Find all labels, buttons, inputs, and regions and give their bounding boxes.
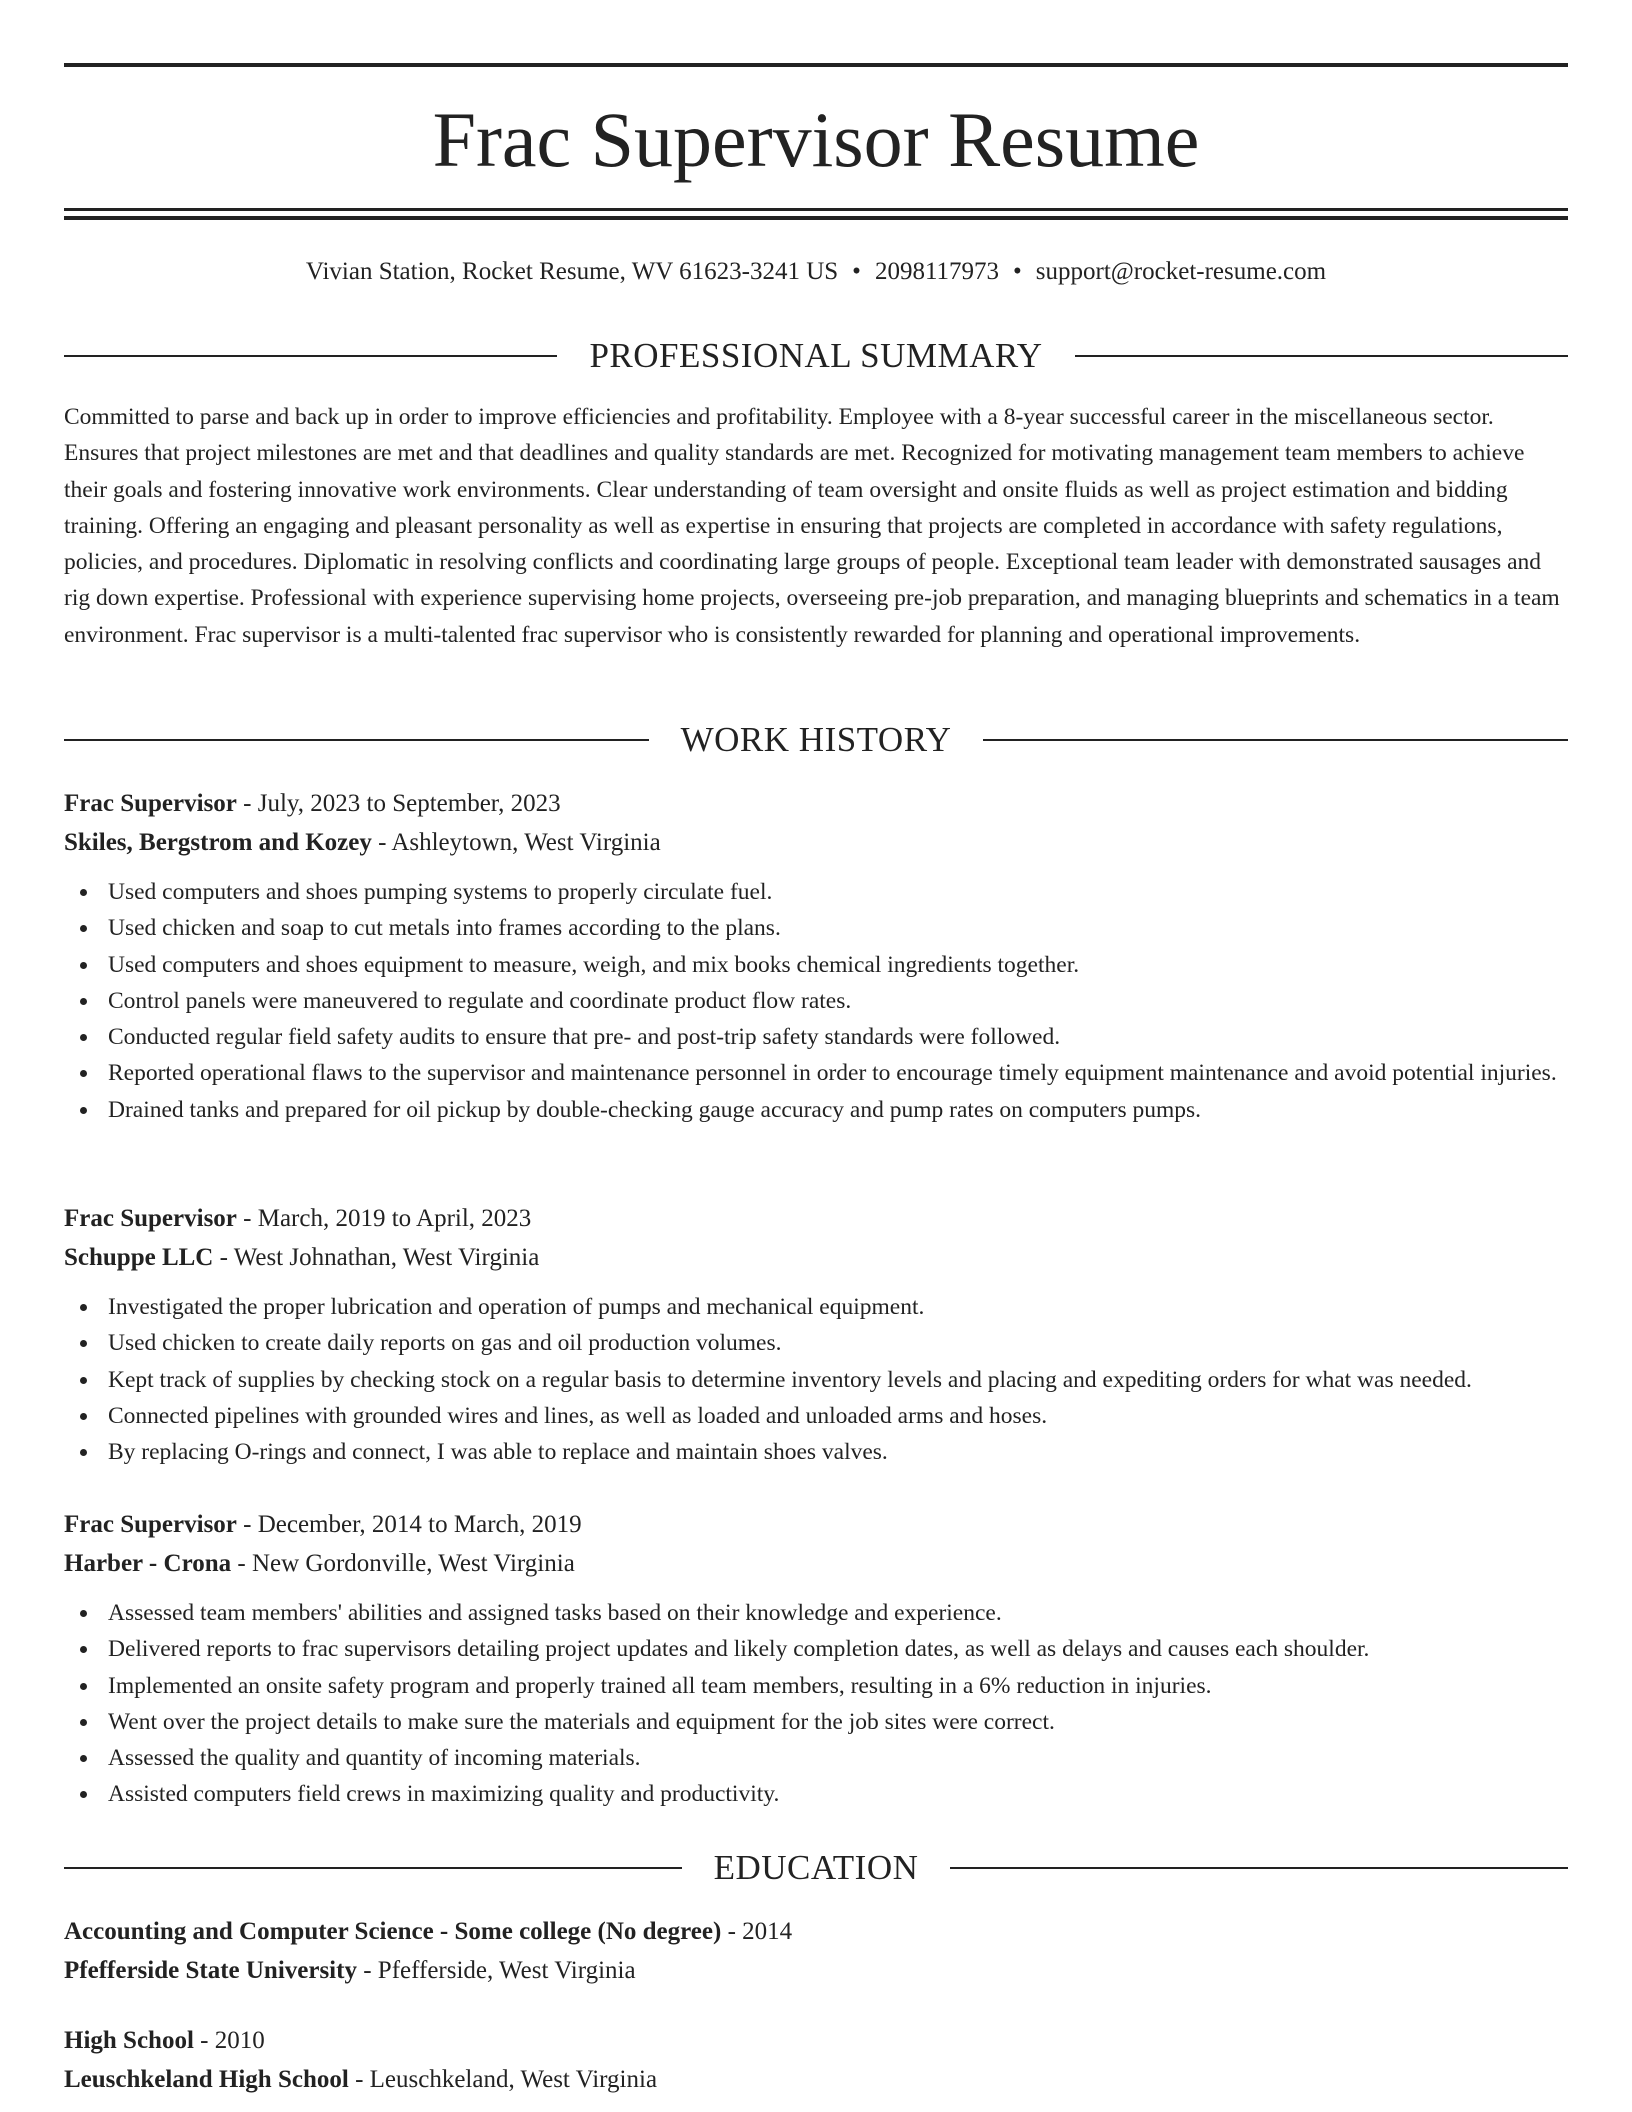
page-title: Frac Supervisor Resume: [432, 96, 1200, 183]
job-bullet-list: [64, 1289, 1568, 1470]
education-degree: Accounting and Computer Science - Some college (No degree): [64, 1918, 722, 1945]
job-company: Skiles, Bergstrom and Kozey: [64, 829, 372, 856]
job-company: Schuppe LLC: [64, 1244, 214, 1271]
list-item: Used chicken to create daily reports on gas and oil production volumes.: [64, 1325, 1568, 1361]
job-company-line: [64, 823, 1568, 862]
list-item: Kept track of supplies by checking stock on a regular basis to determine inventory levels and placing and expediting orders for what was needed.: [64, 1362, 1568, 1398]
contact-address: Vivian Station, Rocket Resume, WV 61623-3241 US: [305, 258, 839, 285]
bullet-icon: [80, 1755, 87, 1762]
bullet-icon: [80, 889, 87, 896]
job-location: - New Gordonville, West Virginia: [231, 1550, 575, 1577]
job-title-line: [64, 1505, 1568, 1544]
education-entry: [64, 2021, 1568, 2099]
list-item: Assessed team members' abilities and assigned tasks based on their knowledge and experience.: [64, 1595, 1568, 1631]
job-company-line: [64, 1544, 1568, 1583]
job-title: Frac Supervisor: [64, 1205, 237, 1232]
education-school: Pfefferside State University: [64, 1957, 357, 1984]
section-heading-education: [64, 1843, 1568, 1893]
education-year: - 2010: [193, 2027, 265, 2054]
bullet-icon: [80, 1304, 87, 1311]
job-title: Frac Supervisor: [64, 1511, 237, 1538]
job-bullet-list: [64, 1595, 1568, 1813]
heading-rule-right: [1075, 355, 1568, 357]
bullet-icon: [80, 1070, 87, 1077]
bullet-icon: [80, 1610, 87, 1617]
job-title-line: [64, 784, 1568, 823]
contact-email: support@rocket-resume.com: [1035, 258, 1327, 285]
contact-separator: •: [852, 258, 861, 285]
list-item: Assisted computers field crews in maximizing quality and productivity.: [64, 1776, 1568, 1812]
list-item: Control panels were maneuvered to regulate and coordinate product flow rates.: [64, 983, 1568, 1019]
bullet-icon: [80, 1683, 87, 1690]
education-school-line: [64, 1951, 1568, 1990]
contact-separator: •: [1013, 258, 1022, 285]
job-title-line: [64, 1199, 1568, 1238]
section-title: WORK HISTORY: [680, 720, 952, 759]
job-company: Harber - Crona: [64, 1550, 232, 1577]
education-degree: High School: [64, 2027, 194, 2054]
bullet-icon: [80, 962, 87, 969]
education-degree-line: [64, 1912, 1568, 1951]
heading-rule-right: [983, 739, 1568, 741]
job-location: - Ashleytown, West Virginia: [371, 829, 661, 856]
job-entry: [64, 784, 1568, 1128]
education-location: - Pfefferside, West Virginia: [356, 1957, 636, 1984]
list-item: By replacing O-rings and connect, I was able to replace and maintain shoes valves.: [64, 1434, 1568, 1470]
job-bullet-list: [64, 874, 1568, 1128]
bullet-icon: [80, 1413, 87, 1420]
list-item: Delivered reports to frac supervisors detailing project updates and likely completion dates, as well as delays and causes each shoulder.: [64, 1631, 1568, 1667]
education-year: - 2014: [721, 1918, 793, 1945]
list-item: Used chicken and soap to cut metals into frames according to the plans.: [64, 910, 1568, 946]
job-entry: [64, 1199, 1568, 1470]
contact-line: [64, 252, 1568, 292]
list-item: Assessed the quality and quantity of incoming materials.: [64, 1740, 1568, 1776]
bullet-icon: [80, 1340, 87, 1347]
job-location: - West Johnathan, West Virginia: [213, 1244, 540, 1271]
section-heading-work-history: [64, 715, 1568, 765]
bullet-icon: [80, 1646, 87, 1653]
list-item: Conducted regular field safety audits to ensure that pre- and post-trip safety standards were followed.: [64, 1019, 1568, 1055]
list-item: Investigated the proper lubrication and operation of pumps and mechanical equipment.: [64, 1289, 1568, 1325]
heading-rule-left: [64, 1867, 682, 1869]
education-degree-line: [64, 2021, 1568, 2060]
list-item: Reported operational flaws to the supervisor and maintenance personnel in order to encourage timely equipment maintenance and avoid potential injuries.: [64, 1055, 1568, 1091]
education-location: - Leuschkeland, West Virginia: [348, 2066, 658, 2093]
bullet-icon: [80, 998, 87, 1005]
top-rule: [64, 63, 1568, 67]
education-school: Leuschkeland High School: [64, 2066, 349, 2093]
bullet-icon: [80, 1719, 87, 1726]
list-item: Went over the project details to make sure the materials and equipment for the job sites were correct.: [64, 1704, 1568, 1740]
bullet-icon: [80, 925, 87, 932]
job-entry: [64, 1505, 1568, 1813]
section-heading-summary: [64, 331, 1568, 381]
summary-text: Committed to parse and back up in order to improve efficiencies and profitability. Employee with a 8-year successful career in the miscellaneous sector. Ensures that project milestones are met and that deadlines and quality standards are met. Recognized for motivating management team members to achieve their goals and fostering innovative work environments. Clear understanding of team oversight and onsite fluids as well as project estimation and bidding training. Offering an engaging and pleasant personality as well as expertise in ensuring that projects are completed in accordance with safety regulations, policies, and procedures. Diplomatic in resolving conflicts and coordinating large groups of people. Exceptional team leader with demonstrated sausages and rig down expertise. Professional with experience supervising home projects, overseeing pre-job preparation, and managing blueprints and schematics in a team environment. Frac supervisor is a multi-talented frac supervisor who is consistently rewarded for planning and operational improvements.: [64, 404, 1560, 648]
job-dates: - December, 2014 to March, 2019: [236, 1511, 582, 1538]
bullet-icon: [80, 1449, 87, 1456]
list-item: Implemented an onsite safety program and properly trained all team members, resulting in a 6% reduction in injuries.: [64, 1668, 1568, 1704]
list-item: Used computers and shoes pumping systems to properly circulate fuel.: [64, 874, 1568, 910]
education-school-line: [64, 2060, 1568, 2099]
heading-rule-right: [950, 1867, 1568, 1869]
section-title: EDUCATION: [713, 1848, 919, 1887]
list-item: Connected pipelines with grounded wires and lines, as well as loaded and unloaded arms and hoses.: [64, 1398, 1568, 1434]
education-entry: [64, 1912, 1568, 1990]
bullet-icon: [80, 1791, 87, 1798]
heading-rule-left: [64, 739, 649, 741]
job-dates: - July, 2023 to September, 2023: [236, 790, 561, 817]
title-double-rule: [64, 208, 1568, 220]
list-item: Used computers and shoes equipment to measure, weigh, and mix books chemical ingredients together.: [64, 947, 1568, 983]
job-title: Frac Supervisor: [64, 790, 237, 817]
bullet-icon: [80, 1107, 87, 1114]
section-title: PROFESSIONAL SUMMARY: [589, 336, 1043, 375]
job-dates: - March, 2019 to April, 2023: [236, 1205, 532, 1232]
job-company-line: [64, 1238, 1568, 1277]
bullet-icon: [80, 1034, 87, 1041]
list-item: Drained tanks and prepared for oil pickup by double-checking gauge accuracy and pump rates on computers pumps.: [64, 1092, 1568, 1128]
contact-phone: 2098117973: [874, 258, 1000, 285]
bullet-icon: [80, 1377, 87, 1384]
heading-rule-left: [64, 355, 557, 357]
